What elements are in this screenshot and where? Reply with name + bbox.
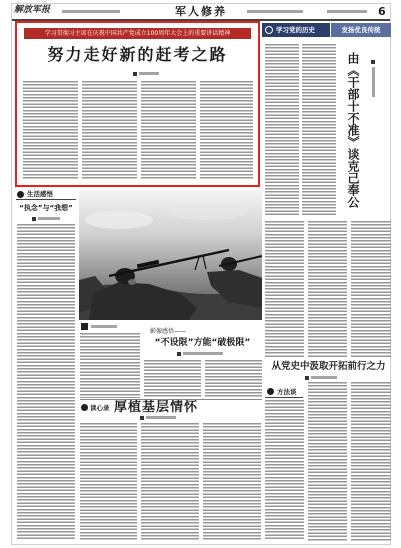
method-tag-icon xyxy=(267,388,274,395)
article-text-column xyxy=(302,44,336,216)
tag-underline xyxy=(16,199,76,200)
article-text-column xyxy=(141,81,196,180)
byline-marker xyxy=(371,60,375,64)
article-text-column xyxy=(308,221,347,358)
email-line xyxy=(247,10,303,13)
article-text-column xyxy=(351,382,391,541)
photo-cloud xyxy=(167,204,247,220)
bottom-article-headline[interactable]: 厚植基层情怀 xyxy=(114,400,199,415)
method-column-tag: 方法谈 xyxy=(277,387,297,396)
column-header-slogan-band xyxy=(331,23,391,37)
byline-marker xyxy=(140,416,144,420)
left-article-byline xyxy=(38,217,60,220)
reading-column-tag: 读心录 xyxy=(90,403,110,412)
article-text-column xyxy=(203,423,261,541)
left-article-headline[interactable]: “执念”与“我想” xyxy=(19,204,73,212)
photo-feature-byline xyxy=(183,352,223,355)
article-text-column xyxy=(144,360,201,398)
photo-cloud xyxy=(85,211,153,229)
life-insight-tag-icon xyxy=(17,191,24,198)
lead-article-headline[interactable]: 努力走好新的赶考之路 xyxy=(47,45,228,64)
masthead-logo: 解放军报 xyxy=(14,5,51,15)
party-emblem-icon xyxy=(265,26,273,34)
bottom-article-byline xyxy=(146,416,176,419)
article-text-column xyxy=(205,360,262,398)
article-text-column xyxy=(265,221,304,358)
party-history-article-byline xyxy=(311,376,337,379)
photo-feature-headline[interactable]: “不设限”方能“破极限” xyxy=(154,338,251,348)
photo-soldier-face xyxy=(128,279,136,285)
byline-marker xyxy=(177,352,181,356)
byline-marker xyxy=(305,376,309,380)
article-text-column xyxy=(17,224,75,541)
byline-marker xyxy=(32,217,36,221)
byline-marker xyxy=(133,72,137,76)
feature-byline xyxy=(372,67,375,97)
page-number: 6 xyxy=(378,5,386,18)
lead-article-banner: 学习贯彻习主席在庆祝中国共产党成立100周年大会上的重要讲话精神 xyxy=(24,28,251,39)
photo-graphic xyxy=(79,190,262,320)
reading-tag-icon xyxy=(81,404,88,411)
article-text-column xyxy=(23,81,78,180)
article-text-column xyxy=(265,44,299,216)
column-header-title: 学习党的历史 xyxy=(276,26,315,34)
article-text-column xyxy=(80,333,140,398)
feature-vertical-headline[interactable]: 由《干部十不准》谈克己奉公 xyxy=(346,52,360,208)
column-header-slogan: 发扬优良传统 xyxy=(341,26,381,34)
lead-article-byline xyxy=(139,72,159,75)
life-insight-tag: 生活感悟 xyxy=(27,190,53,198)
article-text-column xyxy=(308,382,347,541)
soldiers-sniper-photo[interactable] xyxy=(79,190,262,320)
section-title: 军人修养 xyxy=(175,5,227,18)
date-line xyxy=(62,10,120,13)
article-text-column xyxy=(80,423,137,541)
article-text-column xyxy=(82,81,137,180)
party-history-article-headline[interactable]: 从党史中汲取开拓前行之力 xyxy=(271,361,386,372)
article-text-column xyxy=(351,221,391,358)
column-header-party-history xyxy=(262,23,330,37)
highlighted-article-hotspot[interactable] xyxy=(15,21,260,187)
article-text-column xyxy=(141,423,199,541)
column-tag-icon xyxy=(81,323,88,330)
column-tag-label xyxy=(91,325,117,328)
article-text-column xyxy=(265,400,304,541)
photo-feature-kicker: 影像感悟—— xyxy=(150,328,187,335)
editor-line xyxy=(327,10,367,13)
article-text-column xyxy=(200,81,253,180)
tag-underline xyxy=(265,397,303,398)
